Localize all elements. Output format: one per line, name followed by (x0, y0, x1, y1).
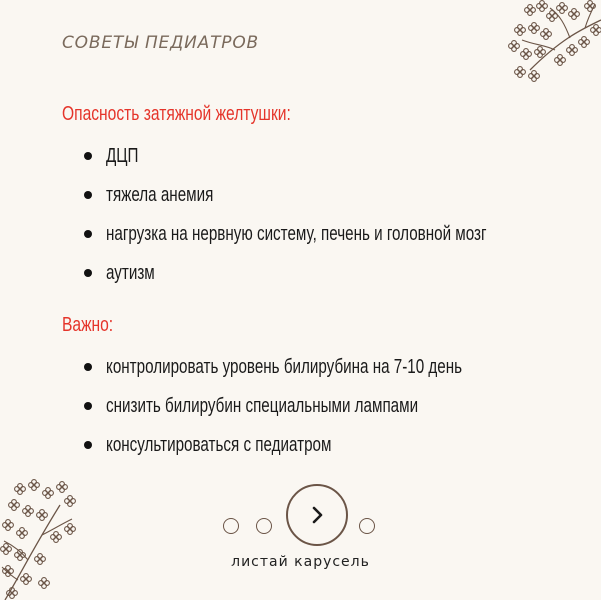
section-heading-danger: Опасность затяжной желтушки: (62, 103, 291, 125)
bullet-icon (84, 402, 92, 410)
bullet-icon (84, 441, 92, 449)
page-title: СОВЕТЫ ПЕДИАТРОВ (62, 33, 259, 53)
bullet-icon (84, 363, 92, 371)
bullet-icon (84, 191, 92, 199)
carousel-dot-3[interactable] (359, 518, 375, 534)
chevron-right-icon (306, 504, 328, 526)
floral-branch-icon (500, 0, 601, 90)
section-heading-important: Важно: (62, 314, 114, 336)
bullet-icon (84, 230, 92, 238)
carousel-caption: листай карусель (231, 554, 370, 570)
floral-branch-icon (0, 475, 85, 600)
carousel-dot-2[interactable] (256, 518, 272, 534)
bullet-icon (84, 152, 92, 160)
next-slide-button[interactable] (286, 484, 348, 546)
bullet-icon (84, 269, 92, 277)
carousel-dot-1[interactable] (223, 518, 239, 534)
